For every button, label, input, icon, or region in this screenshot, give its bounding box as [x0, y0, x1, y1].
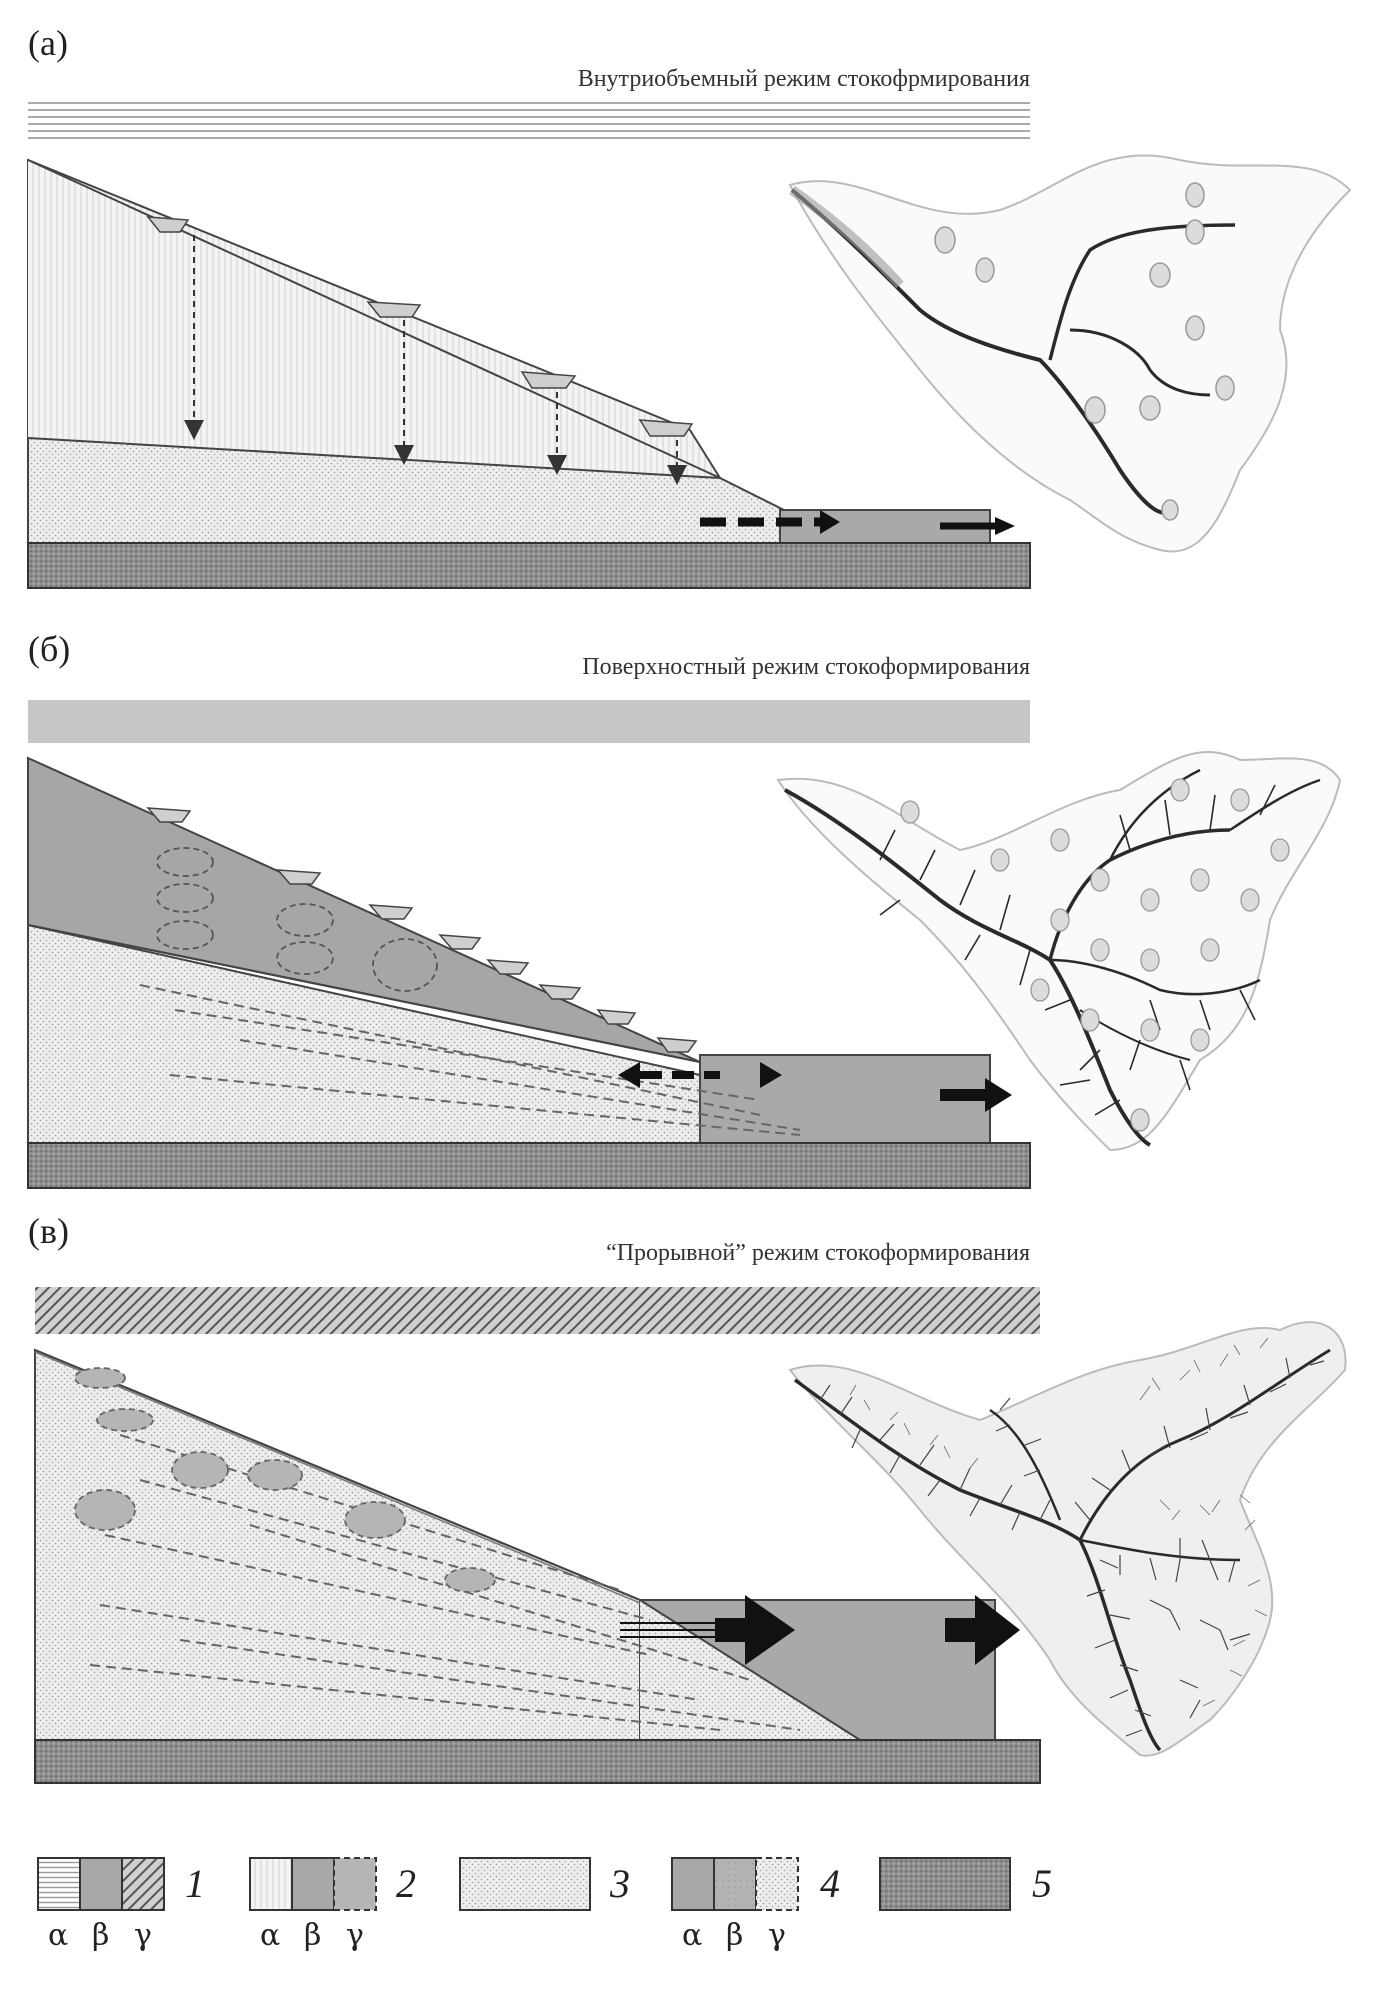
- panel-c-bedrock: [35, 1740, 1040, 1783]
- legend-1-gamma: γ: [134, 1918, 152, 1953]
- legend-item-4: [672, 1858, 798, 1910]
- legend-4-alpha-swatch: [672, 1858, 714, 1910]
- legend-3-swatch: [460, 1858, 590, 1910]
- legend-2-beta: β: [304, 1918, 322, 1953]
- panel-b-label: (б): [28, 629, 71, 669]
- legend-1-beta: β: [92, 1918, 110, 1953]
- legend-2-number: 2: [396, 1861, 416, 1906]
- panel-b-precipitation-bar: [28, 700, 1030, 743]
- panel-a-catchment-map: [790, 155, 1350, 551]
- legend-item-1: [38, 1858, 164, 1910]
- legend-2-alpha-swatch: [250, 1858, 292, 1910]
- panel-a-precipitation-bar: [28, 103, 1030, 138]
- panel-c-diagram: [35, 1287, 1346, 1783]
- legend-4-gamma-swatch: [756, 1858, 798, 1910]
- legend-4-alpha: α: [682, 1918, 703, 1953]
- panel-b-title: Поверхностный режим стокоформирования: [582, 654, 1030, 680]
- legend-3-number: 3: [610, 1861, 630, 1906]
- legend-1-number: 1: [185, 1861, 205, 1906]
- legend-2-beta-swatch: [292, 1858, 334, 1910]
- legend-4-gamma: γ: [768, 1918, 786, 1953]
- legend-5-swatch: [880, 1858, 1010, 1910]
- legend-4-beta-swatch: [714, 1858, 756, 1910]
- panel-b-bedrock: [28, 1143, 1030, 1188]
- legend-item-2: [250, 1858, 376, 1910]
- panel-a-bedrock: [28, 543, 1030, 588]
- panel-b-diagram: [28, 700, 1340, 1188]
- legend-2-alpha: α: [260, 1918, 281, 1953]
- legend: [38, 1858, 1010, 1910]
- panel-c-label: (в): [28, 1211, 69, 1251]
- panel-a-diagram: [28, 103, 1350, 588]
- panel-a-title: Внутриобъемный режим стокофрмирования: [577, 66, 1030, 92]
- legend-1-gamma-swatch: [122, 1858, 164, 1910]
- legend-1-alpha: α: [48, 1918, 69, 1953]
- panel-c-title: “Прорывной” режим стокоформирования: [606, 1240, 1030, 1266]
- legend-5-number: 5: [1032, 1861, 1052, 1906]
- panel-c-precipitation-bar: [35, 1287, 1040, 1334]
- legend-1-alpha-swatch: [38, 1858, 80, 1910]
- legend-2-gamma-swatch: [334, 1858, 376, 1910]
- legend-4-beta: β: [726, 1918, 744, 1953]
- legend-1-beta-swatch: [80, 1858, 122, 1910]
- legend-4-number: 4: [820, 1861, 840, 1906]
- panel-a-label: (а): [28, 23, 68, 63]
- legend-2-gamma: γ: [346, 1918, 364, 1953]
